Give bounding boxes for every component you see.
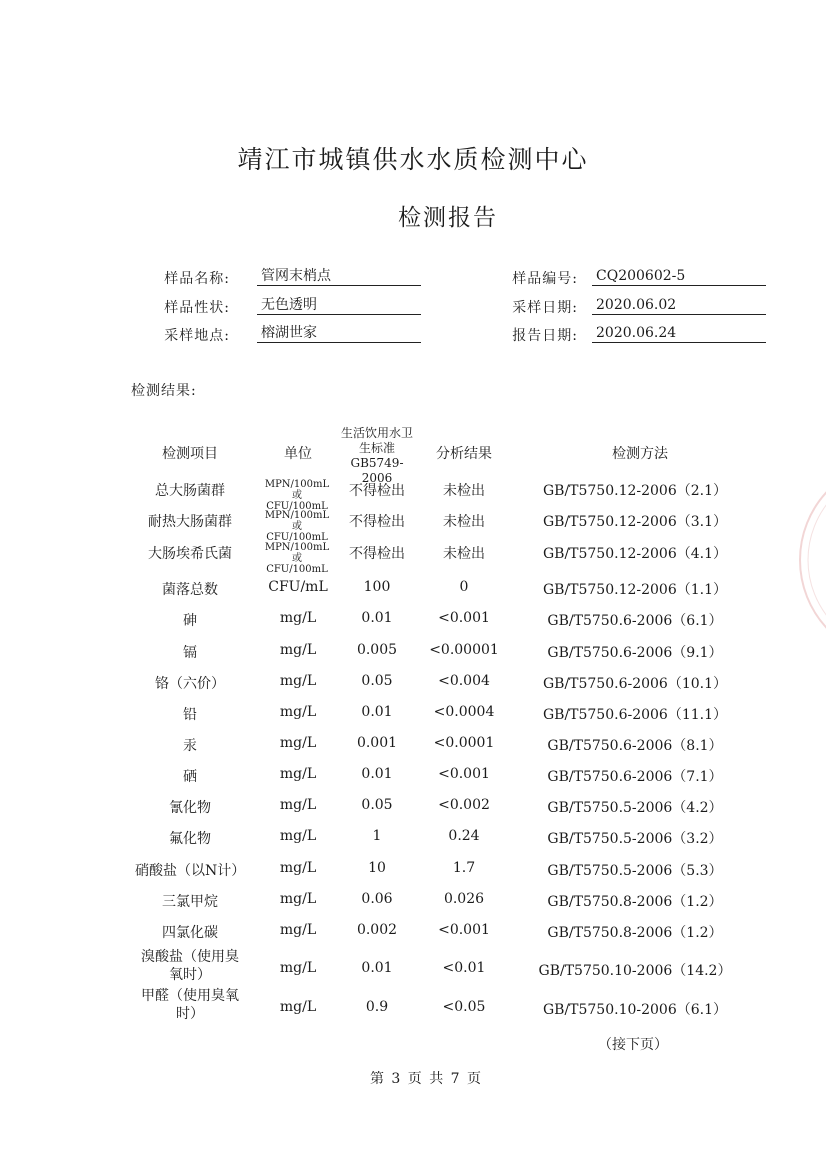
- cell-item: 铬（六价）: [155, 676, 225, 692]
- cell-standard: 0.05: [361, 797, 393, 813]
- cell-result: <0.00001: [429, 642, 499, 658]
- sample-state-label: 样品性状:: [164, 300, 230, 316]
- cell-result: 未检出: [443, 483, 485, 499]
- cell-unit: MPN/100mL或CFU/100mL: [264, 542, 330, 575]
- cell-item: 大肠埃希氏菌: [148, 546, 232, 562]
- cell-method: GB/T5750.6-2006（11.1）: [542, 707, 728, 723]
- cell-unit: mg/L: [279, 960, 317, 976]
- cell-result: <0.001: [438, 610, 490, 626]
- cell-result: <0.002: [438, 797, 490, 813]
- cell-method: GB/T5750.6-2006（7.1）: [547, 769, 723, 785]
- organization-name: 靖江市城镇供水水质检测中心: [237, 145, 589, 174]
- sample-name-value: 管网末梢点: [257, 266, 421, 286]
- cell-result: 0: [459, 579, 469, 595]
- cell-result: 0.24: [448, 828, 480, 844]
- cell-unit: mg/L: [279, 922, 317, 938]
- cell-unit: mg/L: [279, 704, 317, 720]
- cell-method: GB/T5750.12-2006（2.1）: [542, 483, 728, 499]
- page-footer: 第 3 页 共 7 页: [369, 1071, 482, 1087]
- cell-standard: 0.05: [361, 673, 393, 689]
- cell-item: 总大肠菌群: [155, 483, 225, 499]
- sample-state-value: 无色透明: [257, 295, 421, 315]
- cell-result: <0.001: [438, 922, 490, 938]
- cell-item: 氟化物: [169, 831, 211, 847]
- cell-method: GB/T5750.6-2006（8.1）: [547, 738, 723, 754]
- cell-standard: 0.01: [361, 610, 393, 626]
- cell-result: <0.004: [438, 673, 490, 689]
- cell-item: 三氯甲烷: [162, 894, 218, 910]
- cell-item: 镉: [183, 645, 197, 661]
- header-result: 分析结果: [436, 446, 492, 462]
- cell-item: 耐热大肠菌群: [148, 514, 232, 530]
- cell-standard: 1: [372, 828, 382, 844]
- cell-result: <0.05: [442, 999, 486, 1015]
- cell-standard: 0.01: [361, 704, 393, 720]
- header-standard: 生活饮用水卫生标准GB5749-2006: [340, 426, 413, 485]
- cell-method: GB/T5750.5-2006（4.2）: [547, 800, 723, 816]
- cell-item: 硝酸盐（以N计）: [135, 863, 246, 879]
- cell-result: 未检出: [443, 514, 485, 530]
- sample-name-label: 样品名称:: [164, 271, 230, 287]
- cell-standard: 0.01: [361, 960, 393, 976]
- cell-item: 砷: [183, 613, 197, 629]
- sampling-date-value: 2020.06.02: [592, 295, 766, 315]
- sampling-site-value: 榕湖世家: [257, 323, 421, 343]
- cell-standard: 不得检出: [349, 514, 405, 530]
- header-unit: 单位: [284, 446, 312, 462]
- cell-standard: 0.001: [356, 735, 398, 751]
- header-method: 检测方法: [612, 446, 668, 462]
- cell-method: GB/T5750.12-2006（3.1）: [542, 514, 728, 530]
- cell-standard: 不得检出: [349, 483, 405, 499]
- cell-standard: 0.01: [361, 766, 393, 782]
- cell-unit: mg/L: [279, 828, 317, 844]
- cell-standard: 0.005: [356, 642, 398, 658]
- cell-method: GB/T5750.10-2006（14.2）: [538, 963, 732, 979]
- cell-unit: mg/L: [279, 860, 317, 876]
- cell-unit: mg/L: [279, 891, 317, 907]
- cell-result: <0.0001: [433, 735, 495, 751]
- report-date-label: 报告日期:: [512, 328, 578, 344]
- header-item: 检测项目: [162, 446, 218, 462]
- cell-unit: mg/L: [279, 642, 317, 658]
- cell-item: 氰化物: [169, 800, 211, 816]
- cell-result: 1.7: [452, 860, 476, 876]
- seal-stamp: [790, 480, 826, 640]
- cell-unit: mg/L: [279, 673, 317, 689]
- sample-no-value: CQ200602-5: [592, 266, 766, 286]
- cell-standard: 不得检出: [349, 546, 405, 562]
- results-section-title: 检测结果:: [131, 383, 197, 399]
- report-title: 检测报告: [398, 205, 498, 231]
- cell-method: GB/T5750.12-2006（4.1）: [542, 546, 728, 562]
- cell-method: GB/T5750.5-2006（5.3）: [547, 863, 723, 879]
- cell-method: GB/T5750.5-2006（3.2）: [547, 831, 723, 847]
- cell-standard: 0.06: [361, 891, 393, 907]
- sampling-site-label: 采样地点:: [164, 328, 230, 344]
- cell-method: GB/T5750.6-2006（6.1）: [547, 613, 723, 629]
- cell-unit: CFU/mL: [268, 579, 328, 595]
- cell-result: <0.01: [442, 960, 486, 976]
- sampling-date-label: 采样日期:: [512, 300, 578, 316]
- cell-method: GB/T5750.6-2006（10.1）: [542, 676, 728, 692]
- cell-method: GB/T5750.8-2006（1.2）: [547, 894, 723, 910]
- cell-result: <0.001: [438, 766, 490, 782]
- cell-item: 硒: [183, 769, 197, 785]
- cell-result: <0.0004: [433, 704, 495, 720]
- cell-result: 0.026: [443, 891, 485, 907]
- cell-item: 汞: [183, 738, 197, 754]
- cell-unit: mg/L: [279, 999, 317, 1015]
- cell-method: GB/T5750.10-2006（6.1）: [542, 1002, 728, 1018]
- cell-item: 四氯化碳: [162, 925, 218, 941]
- cell-unit: mg/L: [279, 797, 317, 813]
- continued-note: （接下页）: [598, 1037, 668, 1053]
- cell-standard: 100: [363, 579, 391, 595]
- cell-item: 铅: [183, 707, 197, 723]
- cell-unit: MPN/100mL或CFU/100mL: [264, 479, 330, 512]
- cell-unit: mg/L: [279, 735, 317, 751]
- cell-item: 甲醛（使用臭氧时）: [141, 988, 239, 1022]
- cell-item: 菌落总数: [162, 582, 218, 598]
- sample-no-label: 样品编号:: [512, 271, 578, 287]
- cell-standard: 10: [368, 860, 386, 876]
- cell-item: 溴酸盐（使用臭氧时）: [141, 949, 239, 983]
- cell-method: GB/T5750.6-2006（9.1）: [547, 645, 723, 661]
- report-date-value: 2020.06.24: [592, 323, 766, 343]
- cell-method: GB/T5750.8-2006（1.2）: [547, 925, 723, 941]
- cell-standard: 0.002: [356, 922, 398, 938]
- cell-standard: 0.9: [365, 999, 389, 1015]
- cell-result: 未检出: [443, 546, 485, 562]
- cell-unit: mg/L: [279, 610, 317, 626]
- cell-unit: MPN/100mL或CFU/100mL: [264, 510, 330, 543]
- cell-method: GB/T5750.12-2006（1.1）: [542, 582, 728, 598]
- cell-unit: mg/L: [279, 766, 317, 782]
